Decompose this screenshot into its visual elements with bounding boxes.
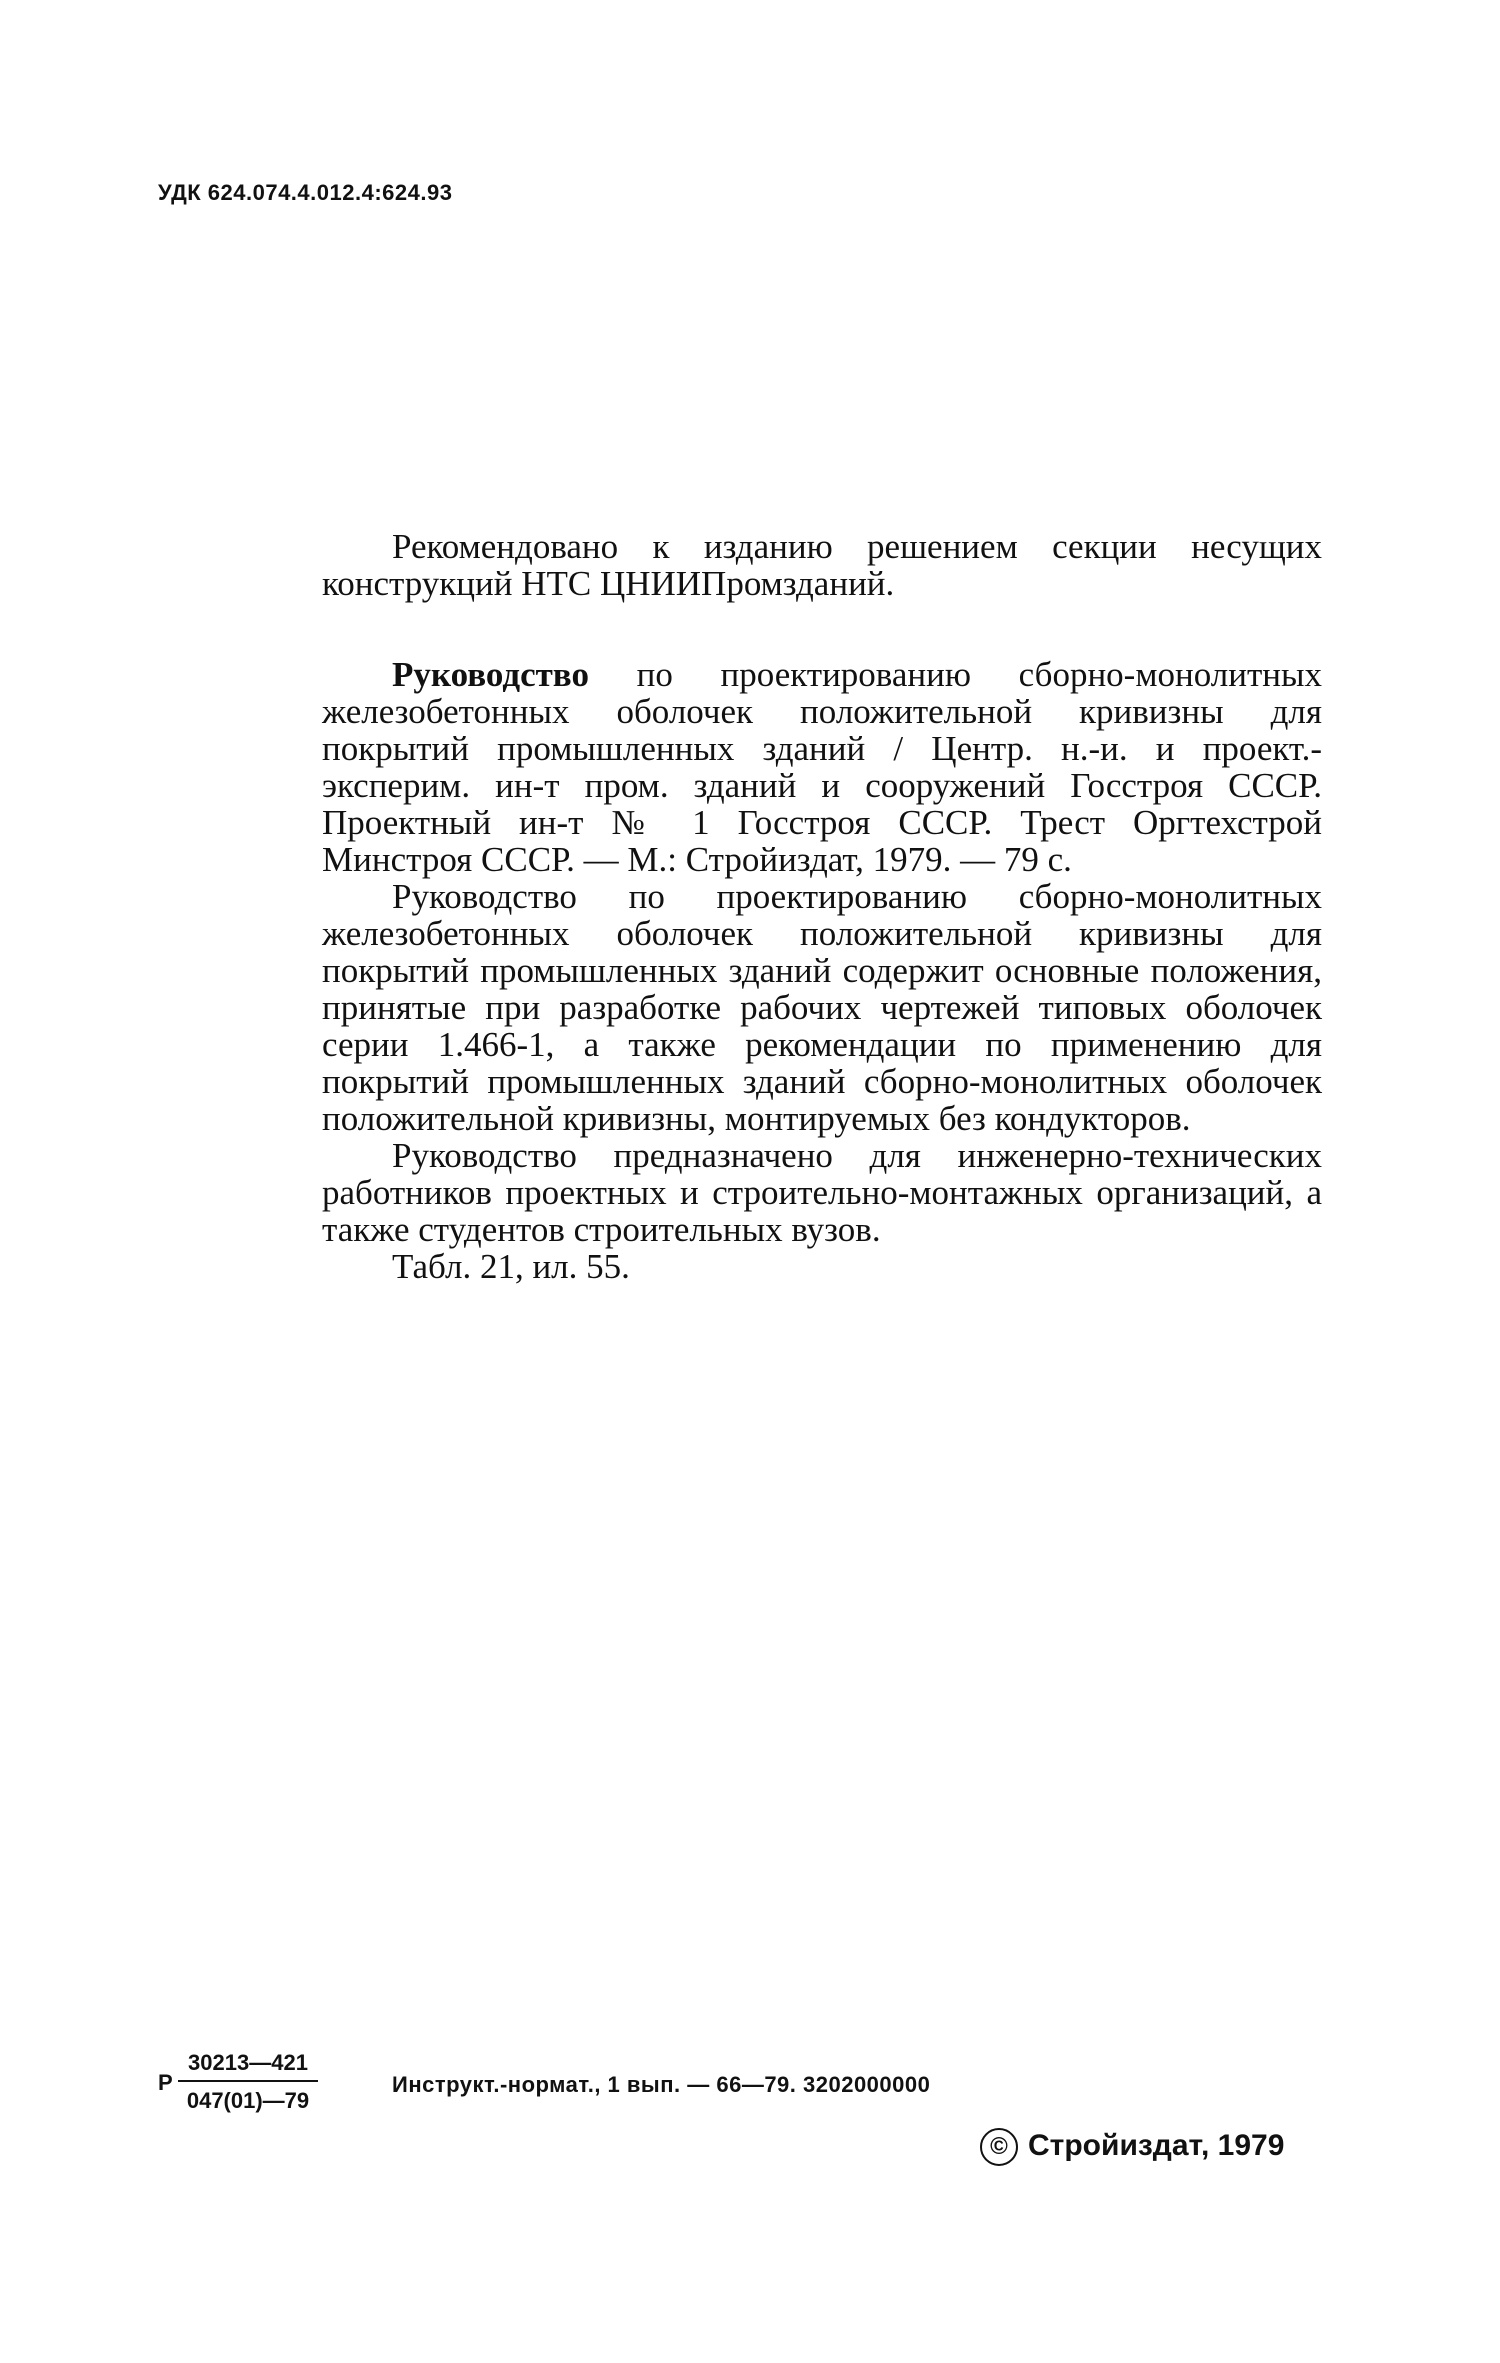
annotation-paragraph: Руководство по проектированию сборно-монолитных железобетонных оболочек положительной кривизны для покрытий промышленных зданий содержит основные положения, принятые при разработке рабочих чертежей типовых оболочек серии 1.466-1, а также рекомендации по применению для покрытий промышленных зданий сборно-монолитных оболочек положительной кривизны, монтируемых без кондукторов.	[322, 877, 1322, 1138]
code-prefix: Р	[158, 2070, 173, 2095]
instruction-line: Инструкт.-нормат., 1 вып. — 66—79. 3202000000	[392, 2072, 931, 2097]
recommendation-block	[322, 528, 1322, 602]
code-fraction	[178, 2050, 318, 2114]
bibliographic-entry	[322, 656, 1322, 878]
copyright-text: Стройиздат, 1979	[1028, 2128, 1285, 2162]
annotation-paragraph: Руководство предназначено для инженерно-технических работников проектных и строительно-монтажных организаций, а также студентов строительных вузов.	[322, 1136, 1322, 1249]
annotation-paragraph: Табл. 21, ил. 55.	[392, 1247, 630, 1286]
fraction-bar	[178, 2080, 318, 2082]
code-numerator: 30213—421	[188, 2050, 308, 2075]
annotation-block	[322, 878, 1322, 1285]
recommendation-text: Рекомендовано к изданию решением секции несущих конструкций НТС ЦНИИПромзданий.	[322, 527, 1322, 603]
copyright-line	[980, 2128, 1284, 2166]
bibliographic-title: Руководство	[392, 655, 589, 694]
bibliographic-record	[322, 656, 1322, 878]
copyright-icon: ©	[980, 2128, 1018, 2166]
code-denominator: 047(01)—79	[186, 2088, 310, 2113]
bibliographic-details: по проектированию сборно-монолитных железобетонных оболочек положительной кривизны для покрытий промышленных зданий / Центр. н.-и. и проект.-эксперим. ин-т пром. зданий и сооружений Госстроя СССР. Проектный ин-т № 1 Госстроя СССР. Трест Оргтехстрой Минстроя СССР. — М.: Стройиздат, 1979. — 79 с.	[322, 655, 1322, 879]
udk-code: УДК 624.074.4.012.4:624.93	[158, 180, 453, 205]
